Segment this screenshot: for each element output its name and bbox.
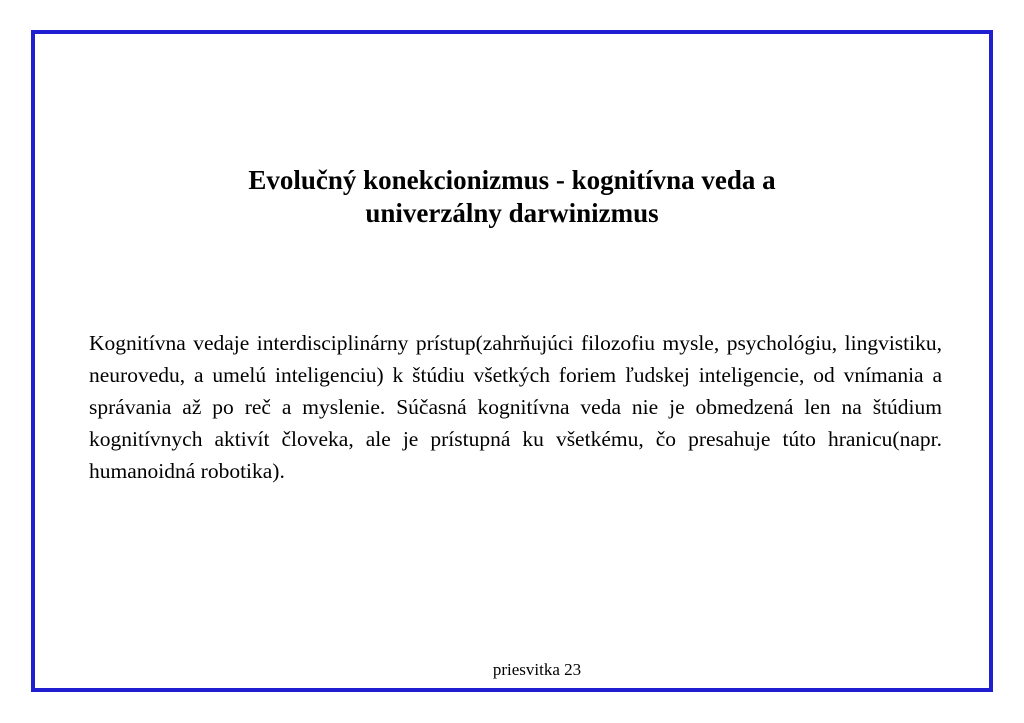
slide-title-line-1: Evolučný konekcionizmus - kognitívna veda a — [248, 165, 776, 195]
slide-title-line-2: univerzálny darwinizmus — [365, 198, 659, 228]
slide-body-text: Kognitívna vedaje interdisciplinárny prístup(zahrňujúci filozofiu mysle, psychológiu, lingvistiku, neurovedu, a umelú inteligenciu) k štúdiu všetkých foriem ľudskej inteligencie, od vnímania a správania až po reč a myslenie. Súčasná kognitívna veda nie je obmedzená len na štúdium kognitívnych aktivít človeka, ale je prístupná ku všetkému, čo presahuje túto hranicu(napr. humanoidná robotika). — [89, 331, 942, 483]
slide-title — [35, 164, 989, 230]
slide-frame — [31, 30, 993, 692]
slide-number: priesvitka 23 — [492, 660, 582, 679]
